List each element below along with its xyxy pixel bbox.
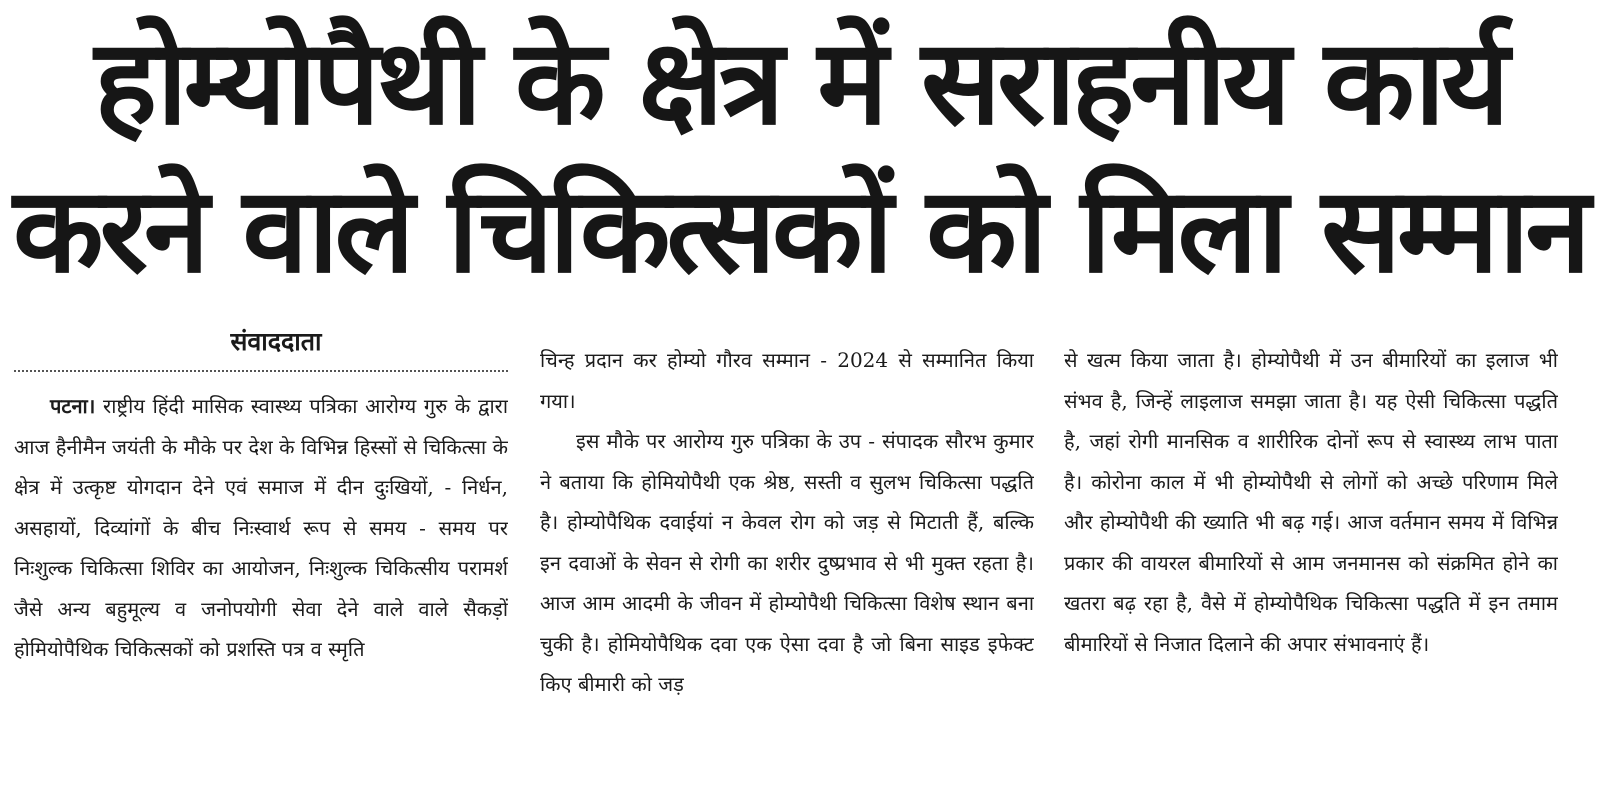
byline: संवाददाता xyxy=(230,327,322,356)
article-paragraph: चिन्ह प्रदान कर होम्यो गौरव सम्मान - 2024 से सम्मानित किया गया। xyxy=(540,348,1034,413)
article-column-1 xyxy=(14,322,508,792)
article-column-3 xyxy=(1064,322,1558,792)
article-paragraph: इस मौके पर आरोग्य गुरु पत्रिका के उप - संपादक सौरभ कुमार ने बताया कि होमियोपैथी एक श्रेष्ठ, सस्ती व सुलभ चिकित्सा पद्धति है। होम्योपैथिक दवाईयां न केवल रोग को जड़ से मिटाती हैं, बल्कि इन दवाओं के सेवन से रोगी का शरीर दुष्प्रभाव से भी मुक्त रहता है। आज आम आदमी के जीवन में होम्योपैथी चिकित्सा विशेष स्थान बना चुकी है। होमियोपैथिक दवा एक ऐसा दवा है जो बिना साइड इफेक्ट किए बीमारी को जड़ xyxy=(540,429,1034,696)
headline-line-1: होम्योपैथी के क्षेत्र में सराहनीय कार्य xyxy=(94,13,1506,151)
article-paragraph xyxy=(14,386,508,670)
dateline: पटना। xyxy=(50,394,96,418)
article-text-col1: राष्ट्रीय हिंदी मासिक स्वास्थ्य पत्रिका आरोग्य गुरु के द्वारा आज हैनीमैन जयंती के मौके पर देश के विभिन्न हिस्सों से चिकित्सा के क्षेत्र में उत्कृष्ट योगदान देने एवं समाज में दीन दुःखियों, - निर्धन, असहायों, दिव्यांगों के बीच निःस्वार्थ रूप से समय - समय पर निःशुल्क चिकित्सा शिविर का आयोजन, निःशुल्क चिकित्सीय परामर्श जैसे अन्य बहुमूल्य व जनोपयोगी सेवा देने वाले वाले सैकड़ों होमियोपैथिक चिकित्सकों को प्रशस्ति पत्र व स्मृति xyxy=(14,394,508,661)
headline xyxy=(0,8,1600,304)
article-paragraph: से खत्म किया जाता है। होम्योपैथी में उन बीमारियों का इलाज भी संभव है, जिन्हें लाइलाज समझा जाता है। यह ऐसी चिकित्सा पद्धति है, जहां रोगी मानसिक व शारीरिक दोनों रूप से स्वास्थ्य लाभ पाता है। कोरोना काल में भी होम्योपैथी से लोगों को अच्छे परिणाम मिले और होम्योपैथी की ख्याति भी बढ़ गई। आज वर्तमान समय में विभिन्न प्रकार की वायरल बीमारियों से आम जनमानस को संक्रमित होने का खतरा बढ़ रहा है, वैसे में होम्योपैथिक चिकित्सा पद्धति में इन तमाम बीमारियों से निजात दिलाने की अपार संभावनाएं हैं। xyxy=(1064,348,1558,656)
headline-line-2: करने वाले चिकित्सकों को मिला सम्मान xyxy=(13,161,1587,299)
byline-divider xyxy=(14,370,508,372)
article-column-2 xyxy=(540,322,1034,792)
